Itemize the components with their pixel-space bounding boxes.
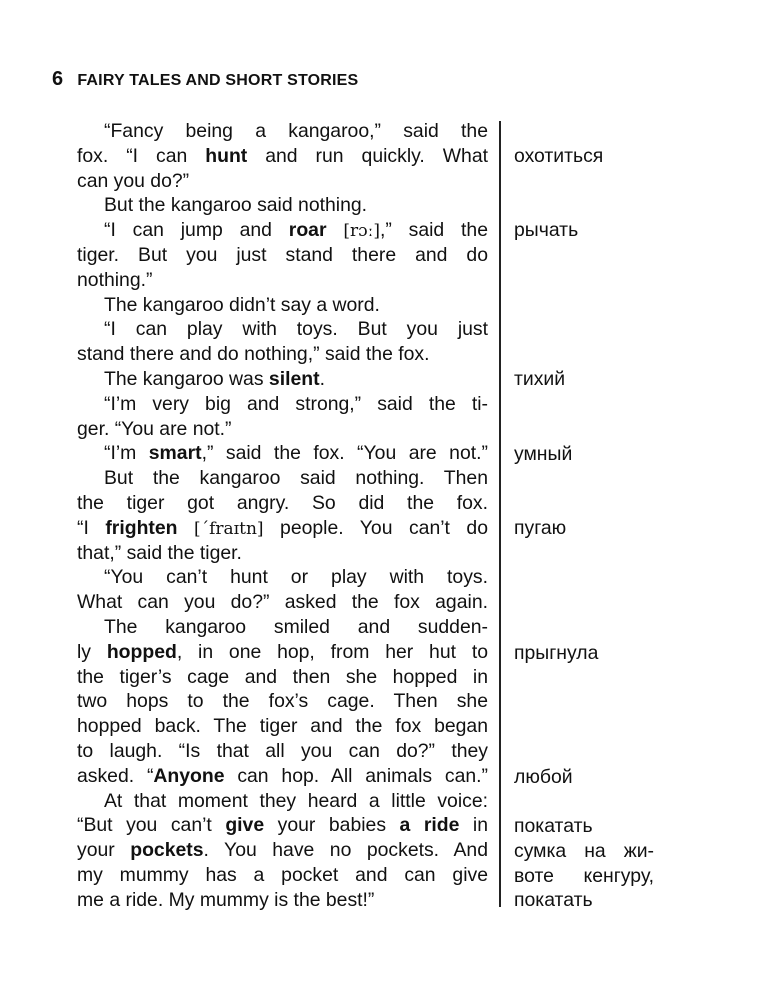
text-line: “I’m very big and strong,” said the ti- bbox=[104, 392, 488, 415]
vocab-word-anyone: Anyone bbox=[153, 764, 225, 787]
gloss-line: сумка на жи- bbox=[514, 839, 654, 862]
text-line: “You can’t hunt or play with toys. bbox=[104, 566, 488, 589]
column-divider bbox=[499, 121, 501, 907]
text-line: the tiger got angry. So did the fox. bbox=[77, 491, 488, 514]
text-line: “But you can’t give your babies a ride in bbox=[77, 814, 489, 837]
gloss-hunt: охотиться bbox=[514, 145, 604, 167]
gloss-roar: рычать bbox=[514, 219, 579, 241]
text-line: me a ride. My mummy is the best!” bbox=[77, 888, 375, 911]
text-line: ger. “You are not.” bbox=[77, 417, 232, 440]
vocab-word-pockets: pockets bbox=[130, 839, 204, 862]
story-text bbox=[77, 119, 488, 913]
text-line: two hops to the fox’s cage. Then she bbox=[77, 690, 488, 713]
text-line: “I can play with toys. But you just bbox=[104, 318, 488, 341]
gloss-frighten: пугаю bbox=[514, 517, 567, 539]
vocab-word-hopped: hopped bbox=[106, 640, 177, 663]
text-line: “I can jump and roar [rɔː],” said the bbox=[104, 219, 488, 242]
vocab-word-silent: silent bbox=[268, 367, 320, 390]
text-line: The kangaroo was silent. bbox=[104, 367, 325, 390]
text-line: The kangaroo didn’t say a word. bbox=[104, 293, 380, 316]
text-line: “Fancy being a kangaroo,” said the bbox=[104, 120, 488, 142]
text-line: nothing.” bbox=[77, 268, 153, 291]
text-line: stand there and do nothing,” said the fox. bbox=[77, 343, 430, 366]
vocab-word-hunt: hunt bbox=[205, 144, 248, 167]
text-line: What can you do?” asked the fox again. bbox=[77, 591, 488, 614]
text-line: asked. “Anyone can hop. All animals can.” bbox=[77, 764, 488, 787]
text-line: to laugh. “Is that all you can do?” they bbox=[77, 739, 488, 762]
vocab-word-a-ride: a ride bbox=[399, 814, 460, 837]
text-line: But the kangaroo said nothing. bbox=[104, 194, 368, 217]
vocab-word-frighten: frighten bbox=[105, 516, 178, 539]
gloss-anyone: любой bbox=[514, 766, 573, 788]
text-line: At that moment they heard a little voice: bbox=[104, 789, 488, 812]
text-line: The kangaroo smiled and sudden- bbox=[104, 615, 488, 638]
text-line: can you do?” bbox=[77, 169, 190, 192]
text-line: ly hopped, in one hop, from her hut to bbox=[77, 640, 488, 663]
gloss-smart: умный bbox=[514, 443, 573, 465]
vocab-word-roar: roar bbox=[288, 219, 327, 242]
running-header bbox=[52, 68, 358, 91]
text-line: your pockets. You have no pockets. And bbox=[77, 839, 488, 862]
vocab-word-give: give bbox=[225, 814, 265, 837]
gloss-line: покатать bbox=[514, 815, 593, 837]
transcription-frighten: [´fraɪtn] bbox=[194, 518, 264, 539]
text-line: my mummy has a pocket and can give bbox=[77, 863, 488, 886]
text-line: that,” said the tiger. bbox=[77, 541, 242, 564]
text-line: the tiger’s cage and then she hopped in bbox=[77, 665, 488, 688]
text-line: tiger. But you just stand there and do bbox=[77, 243, 488, 266]
text-line: But the kangaroo said nothing. Then bbox=[104, 467, 488, 490]
gloss-line: воте кенгуру, bbox=[514, 864, 654, 887]
gloss-line: покатать bbox=[514, 889, 593, 912]
gloss-hopped: прыгнула bbox=[514, 642, 599, 664]
transcription-roar: [rɔː] bbox=[343, 221, 380, 242]
text-line: “I’m smart,” said the fox. “You are not.” bbox=[104, 442, 488, 465]
text-line: fox. “I can hunt and run quickly. What bbox=[77, 144, 488, 167]
book-title: FAIRY TALES AND SHORT STORIES bbox=[77, 72, 359, 89]
text-line: hopped back. The tiger and the fox began bbox=[77, 715, 488, 738]
gloss-ride-pocket bbox=[514, 814, 674, 913]
vocab-word-smart: smart bbox=[148, 442, 202, 465]
page-number: 6 bbox=[52, 68, 64, 90]
text-line: “I frighten [´fraɪtn] people. You can’t do bbox=[77, 516, 488, 539]
gloss-silent: тихий bbox=[514, 368, 566, 390]
